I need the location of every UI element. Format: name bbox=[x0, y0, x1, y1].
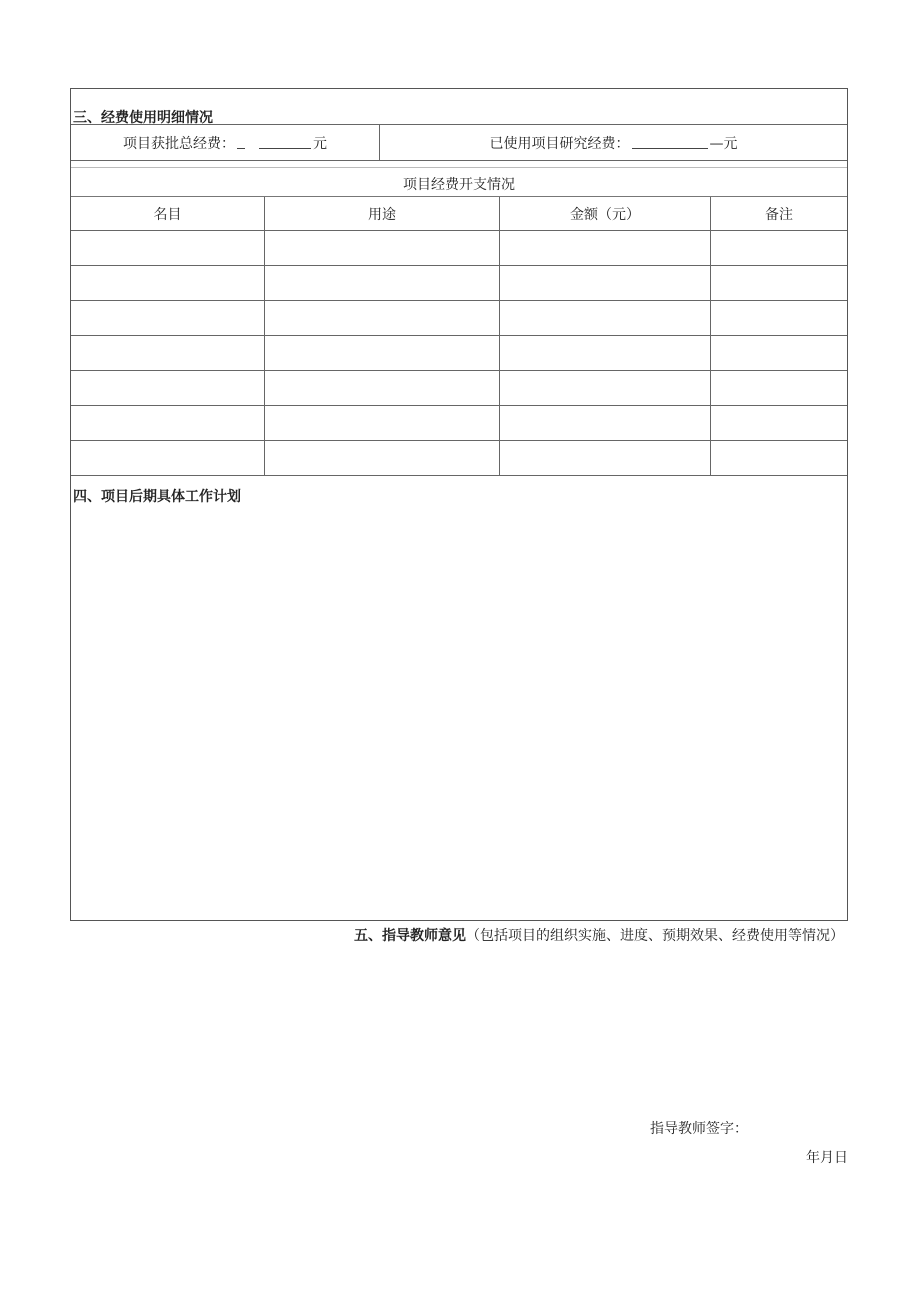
cell-remark[interactable] bbox=[710, 406, 847, 440]
cell-amount[interactable] bbox=[499, 301, 710, 335]
cell-remark[interactable] bbox=[710, 301, 847, 335]
cell-name[interactable] bbox=[71, 301, 264, 335]
cell-name[interactable] bbox=[71, 371, 264, 405]
cell-remark[interactable] bbox=[710, 266, 847, 300]
cell-amount[interactable] bbox=[499, 336, 710, 370]
cell-purpose[interactable] bbox=[264, 266, 499, 300]
table-row bbox=[71, 301, 847, 336]
advisor-opinion-area[interactable] bbox=[70, 950, 848, 1110]
cell-name[interactable] bbox=[71, 231, 264, 265]
col-header-name: 名目 bbox=[153, 206, 182, 223]
section3-title: 三、经费使用明细情况 bbox=[73, 110, 213, 126]
used-funds-unit: —元 bbox=[709, 135, 738, 152]
col-header-purpose: 用途 bbox=[264, 197, 499, 230]
table-row bbox=[71, 406, 847, 441]
table-row bbox=[71, 231, 847, 266]
section5-title-bold: 五、指导教师意见 bbox=[354, 928, 466, 944]
cell-name[interactable] bbox=[71, 266, 264, 300]
cell-purpose[interactable] bbox=[264, 441, 499, 475]
col-header-remark: 备注 bbox=[710, 197, 847, 230]
section4-area bbox=[71, 476, 847, 920]
used-funds-cell bbox=[379, 125, 847, 160]
report-form bbox=[70, 88, 848, 921]
approved-funds-blank[interactable] bbox=[259, 136, 311, 149]
cell-purpose[interactable] bbox=[264, 371, 499, 405]
approved-funds-unit: 元 bbox=[313, 135, 327, 152]
cell-amount[interactable] bbox=[499, 406, 710, 440]
used-funds-label: 已使用项目研究经费： bbox=[489, 135, 630, 152]
cell-remark[interactable] bbox=[710, 336, 847, 370]
cell-remark[interactable] bbox=[710, 441, 847, 475]
cell-name[interactable] bbox=[71, 441, 264, 475]
section5-title bbox=[354, 925, 844, 945]
cell-purpose[interactable] bbox=[264, 231, 499, 265]
expense-caption-row bbox=[71, 161, 847, 197]
expense-caption-cell bbox=[71, 171, 847, 196]
section5-title-note: （包括项目的组织实施、进度、预期效果、经费使用等情况） bbox=[466, 928, 844, 944]
expense-table-header bbox=[71, 197, 847, 231]
table-row bbox=[71, 266, 847, 301]
approved-funds-label: 项目获批总经费： bbox=[123, 135, 235, 152]
used-funds-blank[interactable] bbox=[632, 136, 708, 149]
cell-remark[interactable] bbox=[710, 231, 847, 265]
cell-name[interactable] bbox=[71, 336, 264, 370]
cell-purpose[interactable] bbox=[264, 336, 499, 370]
cell-amount[interactable] bbox=[499, 231, 710, 265]
table-row bbox=[71, 371, 847, 406]
funds-row bbox=[71, 125, 847, 161]
date-label: 年月日 bbox=[806, 1150, 848, 1166]
cell-name[interactable] bbox=[71, 406, 264, 440]
cell-amount[interactable] bbox=[499, 371, 710, 405]
work-plan-textarea[interactable] bbox=[71, 510, 847, 920]
approved-funds-blank-short[interactable] bbox=[237, 136, 245, 149]
table-row bbox=[71, 336, 847, 371]
cell-amount[interactable] bbox=[499, 441, 710, 475]
cell-purpose[interactable] bbox=[264, 301, 499, 335]
approved-funds-cell bbox=[71, 125, 379, 160]
col-header-amount: 金额（元） bbox=[499, 197, 710, 230]
section4-title: 四、项目后期具体工作计划 bbox=[73, 489, 241, 505]
cell-amount[interactable] bbox=[499, 266, 710, 300]
table-row bbox=[71, 441, 847, 476]
advisor-signature-label: 指导教师签字： bbox=[650, 1121, 748, 1137]
cell-purpose[interactable] bbox=[264, 406, 499, 440]
expense-caption: 项目经费开支情况 bbox=[403, 176, 515, 193]
cell-remark[interactable] bbox=[710, 371, 847, 405]
section3-header-row bbox=[71, 89, 847, 125]
